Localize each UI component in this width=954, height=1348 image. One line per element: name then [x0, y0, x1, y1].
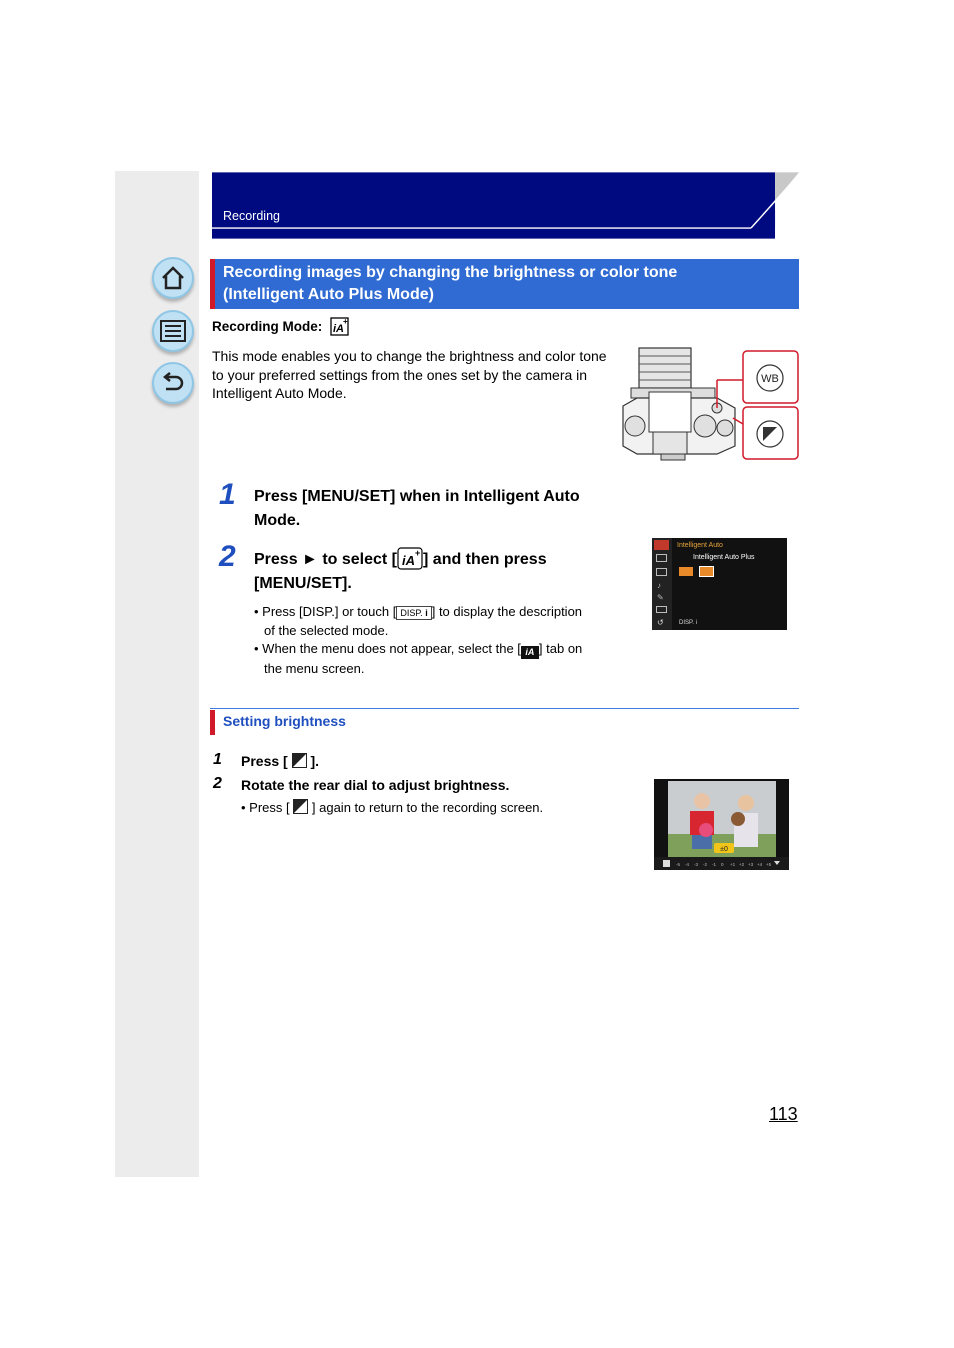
tab-camera-icon	[656, 554, 667, 562]
bullet-2-part1: When the menu does not appear, select the [	[262, 641, 521, 656]
intelligent-auto-plus-icon	[397, 546, 423, 570]
intelligent-auto-plus-icon	[330, 316, 350, 336]
disp-label: DISP.	[400, 608, 423, 618]
tab-video-icon	[656, 568, 667, 576]
tab-intelligent-auto-icon	[654, 540, 669, 550]
section-title	[223, 262, 783, 306]
home-button[interactable]	[152, 257, 194, 299]
sub-bullet-part2: ] again to return to the recording screen.	[311, 800, 544, 815]
step-1-line2: Mode.	[254, 512, 301, 529]
tab-setup-icon: ✎	[657, 593, 664, 602]
bullet-1-part1: Press [DISP.] or touch [	[262, 604, 397, 619]
brightness-adjust-screen	[654, 779, 789, 870]
sub-step-1-number: 1	[213, 751, 222, 768]
svg-text:iA: iA	[333, 323, 345, 335]
bullet-1-part2: ] to display the description	[431, 604, 583, 619]
ev-scale-tick: +5	[766, 862, 772, 867]
menu-back-icon: ↺	[657, 618, 664, 627]
wb-label: WB	[761, 373, 779, 385]
intro-text: This mode enables you to change the brightness and color tone to your preferred settings from the ones set by the camera in Intelligent Auto Mode.	[212, 348, 607, 401]
ev-scale-tick: -2	[703, 862, 708, 867]
subsection-accent	[210, 710, 215, 735]
recording-mode	[212, 316, 350, 336]
ev-scale-tick: +3	[748, 862, 754, 867]
camera-illustration	[617, 346, 801, 462]
disp-info-button	[396, 606, 431, 620]
step-1-text	[254, 485, 614, 533]
tab-playback-icon	[656, 606, 667, 613]
ev-scale-icon	[663, 860, 670, 867]
ev-scale-tick: -5	[676, 862, 681, 867]
mode-option-intelligent-auto-plus-icon	[699, 566, 714, 577]
tab-custom-icon: ♪	[657, 581, 661, 590]
sub-step-2-text: Rotate the rear dial to adjust brightness.	[241, 777, 510, 793]
ev-scale-tick: +1	[730, 862, 736, 867]
menu-screen-item: Intelligent Auto Plus	[693, 554, 755, 561]
sub-step-1-part2: ].	[310, 753, 320, 769]
menu-disp-label: DISP. i	[679, 620, 697, 626]
ev-scale-tick: +2	[739, 862, 745, 867]
bullet-2-line2: the menu screen.	[264, 661, 365, 676]
ev-scale-tick: +4	[757, 862, 763, 867]
bullet-2: • When the menu does not appear, select the [ iA ] tab on the menu screen.	[254, 639, 614, 678]
sub-step-2-number: 2	[213, 775, 222, 792]
page-number: 113	[769, 1104, 798, 1124]
ev-scale-tick: -4	[685, 862, 690, 867]
ev-scale-tick: -3	[694, 862, 699, 867]
exposure-compensation-icon	[293, 799, 308, 814]
sub-bullet: • Press [ ] again to return to the recording screen.	[241, 800, 544, 815]
back-arrow-icon	[160, 371, 186, 395]
step-2-text	[254, 546, 624, 596]
sub-step-1-part1: Press [	[241, 753, 288, 769]
recording-mode-label: Recording Mode:	[212, 319, 323, 334]
menu-tab-column	[652, 538, 672, 630]
children-photo	[654, 779, 789, 870]
step-1-line1: Press [MENU/SET] when in Intelligent Auto	[254, 488, 580, 505]
bullet-2-part2: ] tab on	[538, 641, 583, 656]
header-label: Recording	[223, 209, 280, 223]
step-2-line2: [MENU/SET].	[254, 575, 352, 592]
step-2-number: 2	[219, 540, 236, 573]
menu-screen-title: Intelligent Auto	[677, 542, 723, 549]
header-banner	[212, 171, 799, 240]
svg-text:+: +	[415, 548, 421, 558]
step-2-part1: Press ► to select [	[254, 551, 398, 568]
section-title-line1: Recording images by changing the brightness or color tone	[223, 264, 678, 281]
sub-step-1-text	[241, 753, 319, 769]
svg-text:+: +	[343, 317, 348, 326]
subsection-title: Setting brightness	[223, 713, 346, 729]
svg-text:iA: iA	[402, 553, 416, 568]
menu-button[interactable]	[152, 310, 194, 352]
exposure-compensation-icon	[292, 753, 307, 768]
section-title-line2: (Intelligent Auto Plus Mode)	[223, 286, 434, 303]
info-icon: i	[425, 608, 428, 618]
bullet-1: • Press [DISP.] or touch [ DISP. i ] to display the description of the selected mode.	[254, 602, 614, 640]
menu-screen	[652, 538, 787, 630]
menu-list-icon	[160, 320, 186, 342]
bullet-1-line2: of the selected mode.	[264, 623, 389, 638]
intelligent-auto-tab-icon: iA	[521, 646, 539, 659]
ev-scale-tick: 0	[721, 862, 724, 867]
step-1-number: 1	[219, 478, 236, 511]
sub-bullet-part1: Press [	[249, 800, 290, 815]
step-2-part2: ] and then press	[423, 551, 547, 568]
mode-option-intelligent-auto-icon	[679, 567, 693, 576]
ev-value: ±0	[720, 846, 728, 853]
ev-scale-tick: -1	[712, 862, 717, 867]
back-button[interactable]	[152, 362, 194, 404]
home-icon	[160, 265, 186, 291]
